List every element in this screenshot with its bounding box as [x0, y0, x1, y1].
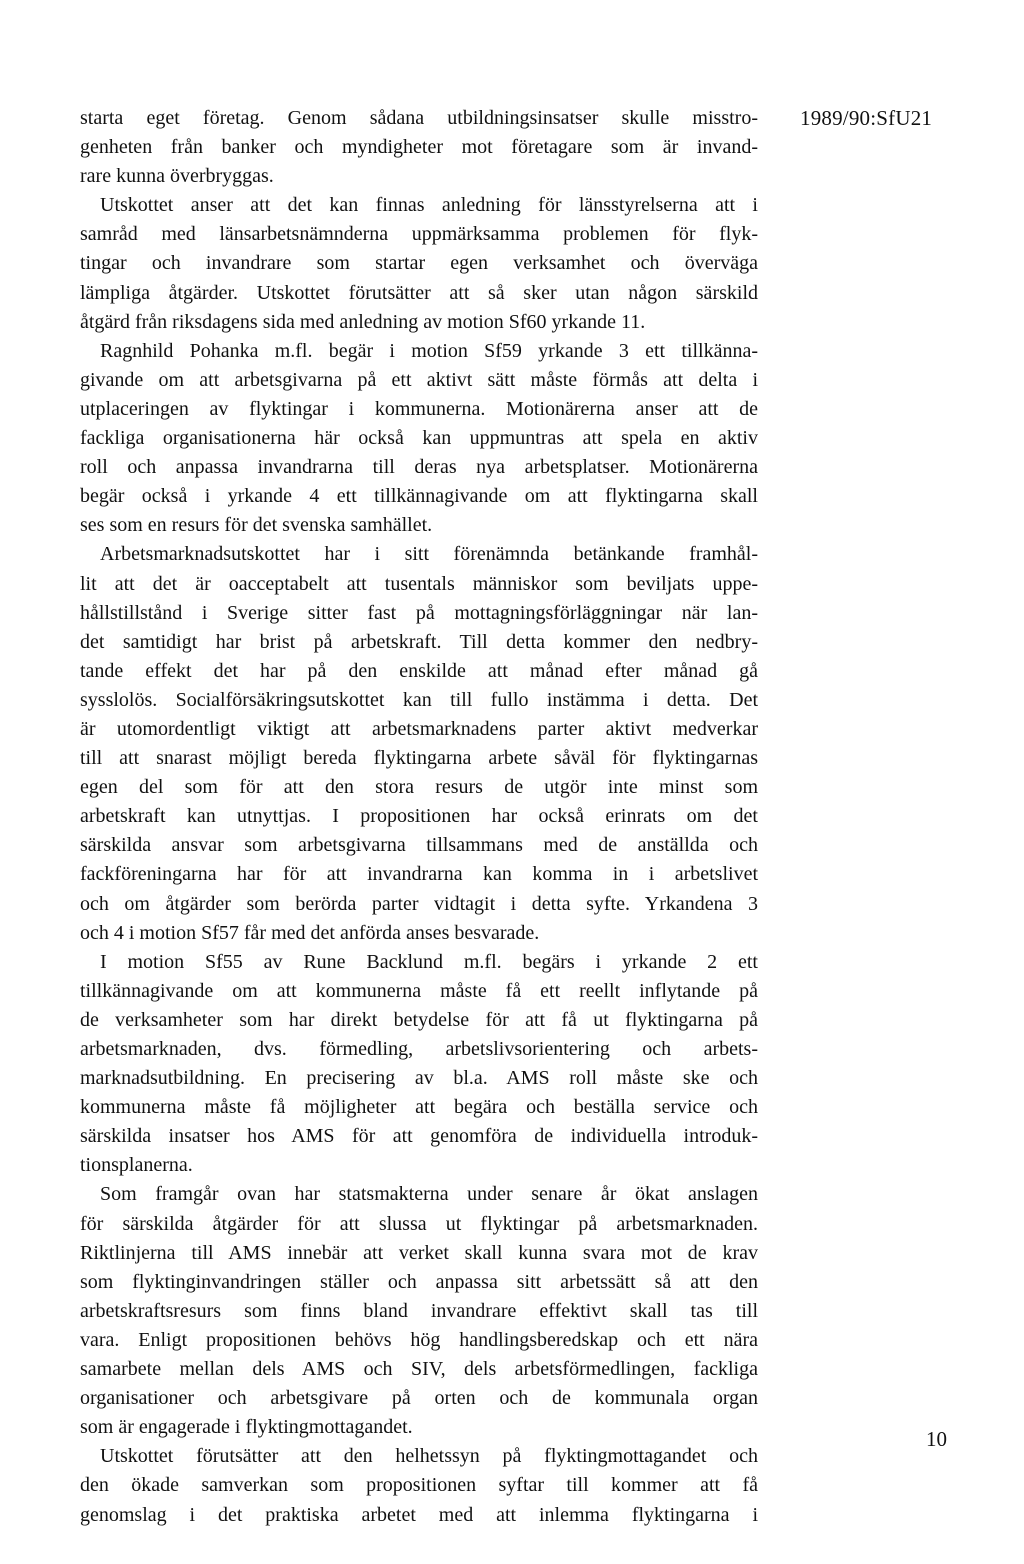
body-text: [80, 104, 758, 1530]
text-line: till att snarast möjligt bereda flyktingarna arbete såväl för flyktingarnas: [80, 747, 758, 770]
text-line: samarbete mellan dels AMS och SIV, dels arbetsförmedlingen, fackliga: [80, 1358, 758, 1381]
page-number: 10: [926, 1427, 947, 1451]
text-line: som flyktinginvandringen ställer och anpassa sitt arbetssätt så att den: [80, 1270, 758, 1293]
text-line: är utomordentligt viktigt att arbetsmarknadens parter aktivt medverkar: [80, 717, 758, 740]
text-line: genomslag i det praktiska arbetet med att inlemma flyktingarna i: [80, 1503, 758, 1526]
text-line: roll och anpassa invandrarna till deras nya arbetsplatser. Motionärerna: [80, 456, 758, 479]
text-line: genheten från banker och myndigheter mot företagare som är invand-: [80, 136, 758, 159]
text-line: kommunerna måste få möjligheter att begära och beställa service och: [80, 1096, 758, 1119]
text-line: begär också i yrkande 4 ett tillkännagivande om att flyktingarna skall: [80, 485, 758, 508]
text-line: Utskottet anser att det kan finnas anledning för länsstyrelserna att i: [100, 194, 758, 217]
text-line: utplaceringen av flyktingar i kommunerna. Motionärerna anser att de: [80, 397, 758, 420]
text-line: den ökade samverkan som propositionen syftar till kommer att få: [80, 1474, 758, 1497]
text-line: de verksamheter som har direkt betydelse för att få ut flyktingarna på: [80, 1008, 758, 1031]
text-line: starta eget företag. Genom sådana utbildningsinsatser skulle misstro-: [80, 107, 758, 129]
text-line: tingar och invandrare som startar egen verksamhet och överväga: [80, 252, 758, 275]
text-line: fackföreningarna har för att invandrarna kan komma in i arbetslivet: [80, 863, 758, 886]
text-line: givande om att arbetsgivarna på ett aktivt sätt måste förmås att delta i: [80, 368, 758, 391]
text-line: som är engagerade i flyktingmottagandet.: [80, 1416, 413, 1439]
text-line: särskilda insatser hos AMS för att genomföra de individuella introduk-: [80, 1125, 758, 1148]
text-line: sysslolös. Socialförsäkringsutskottet kan till fullo instämma i detta. Det: [80, 688, 758, 711]
text-line: åtgärd från riksdagens sida med anledning av motion Sf60 yrkande 11.: [80, 310, 646, 333]
text-line: ses som en resurs för det svenska samhället.: [80, 514, 433, 537]
text-line: arbetskraftsresurs som finns bland invandrare effektivt skall tas till: [80, 1299, 758, 1322]
text-line: rare kunna överbryggas.: [80, 165, 274, 188]
document-reference: 1989/90:SfU21: [800, 106, 933, 130]
text-line: det samtidigt har brist på arbetskraft. Till detta kommer den nedbry-: [80, 630, 758, 653]
text-line: marknadsutbildning. En precisering av bl.a. AMS roll måste ske och: [80, 1067, 758, 1090]
text-line: organisationer och arbetsgivare på orten och de kommunala organ: [80, 1387, 758, 1410]
text-line: tillkännagivande om att kommunerna måste få ett reellt inflytande på: [80, 979, 758, 1002]
text-line: arbetsmarknaden, dvs. förmedling, arbetslivsorientering och arbets-: [80, 1038, 758, 1060]
text-line: Ragnhild Pohanka m.fl. begär i motion Sf59 yrkande 3 ett tillkänna-: [100, 339, 758, 362]
text-line: vara. Enligt propositionen behövs hög handlingsberedskap och ett nära: [80, 1328, 758, 1351]
text-line: samråd med länsarbetsnämnderna uppmärksamma problemen för flyk-: [80, 223, 758, 246]
text-line: Som framgår ovan har statsmakterna under senare år ökat anslagen: [100, 1183, 758, 1206]
text-line: Riktlinjerna till AMS innebär att verket skall kunna svara mot de krav: [80, 1241, 758, 1264]
text-line: fackliga organisationerna här också kan uppmuntras att spela en aktiv: [80, 427, 758, 450]
text-line: och 4 i motion Sf57 får med det anförda anses besvarade.: [80, 921, 540, 944]
text-line: Arbetsmarknadsutskottet har i sitt förenämnda betänkande framhål-: [100, 543, 758, 566]
text-line: och om åtgärder som berörda parter vidtagit i detta syfte. Yrkandena 3: [80, 892, 758, 915]
text-line: arbetskraft kan utnyttjas. I propositionen har också erinrats om det: [80, 805, 758, 828]
text-line: hållstillstånd i Sverige sitter fast på mottagningsförläggningar när lan-: [80, 601, 758, 624]
text-line: tande effekt det har på den enskilde att månad efter månad gå: [80, 659, 758, 682]
text-line: egen del som för att den stora resurs de utgör inte minst som: [80, 776, 758, 799]
text-line: särskilda ansvar som arbetsgivarna tillsammans med de anställda och: [80, 834, 758, 857]
text-line: lit att det är oacceptabelt att tusentals människor som beviljats uppe-: [80, 572, 758, 595]
text-line: tionsplanerna.: [80, 1154, 193, 1177]
text-line: I motion Sf55 av Rune Backlund m.fl. begärs i yrkande 2 ett: [100, 950, 758, 973]
text-line: för särskilda åtgärder för att slussa ut flyktingar på arbetsmarknaden.: [80, 1212, 758, 1235]
text-line: lämpliga åtgärder. Utskottet förutsätter att så sker utan någon särskild: [80, 281, 758, 304]
text-line: Utskottet förutsätter att den helhetssyn på flyktingmottagandet och: [100, 1445, 758, 1468]
